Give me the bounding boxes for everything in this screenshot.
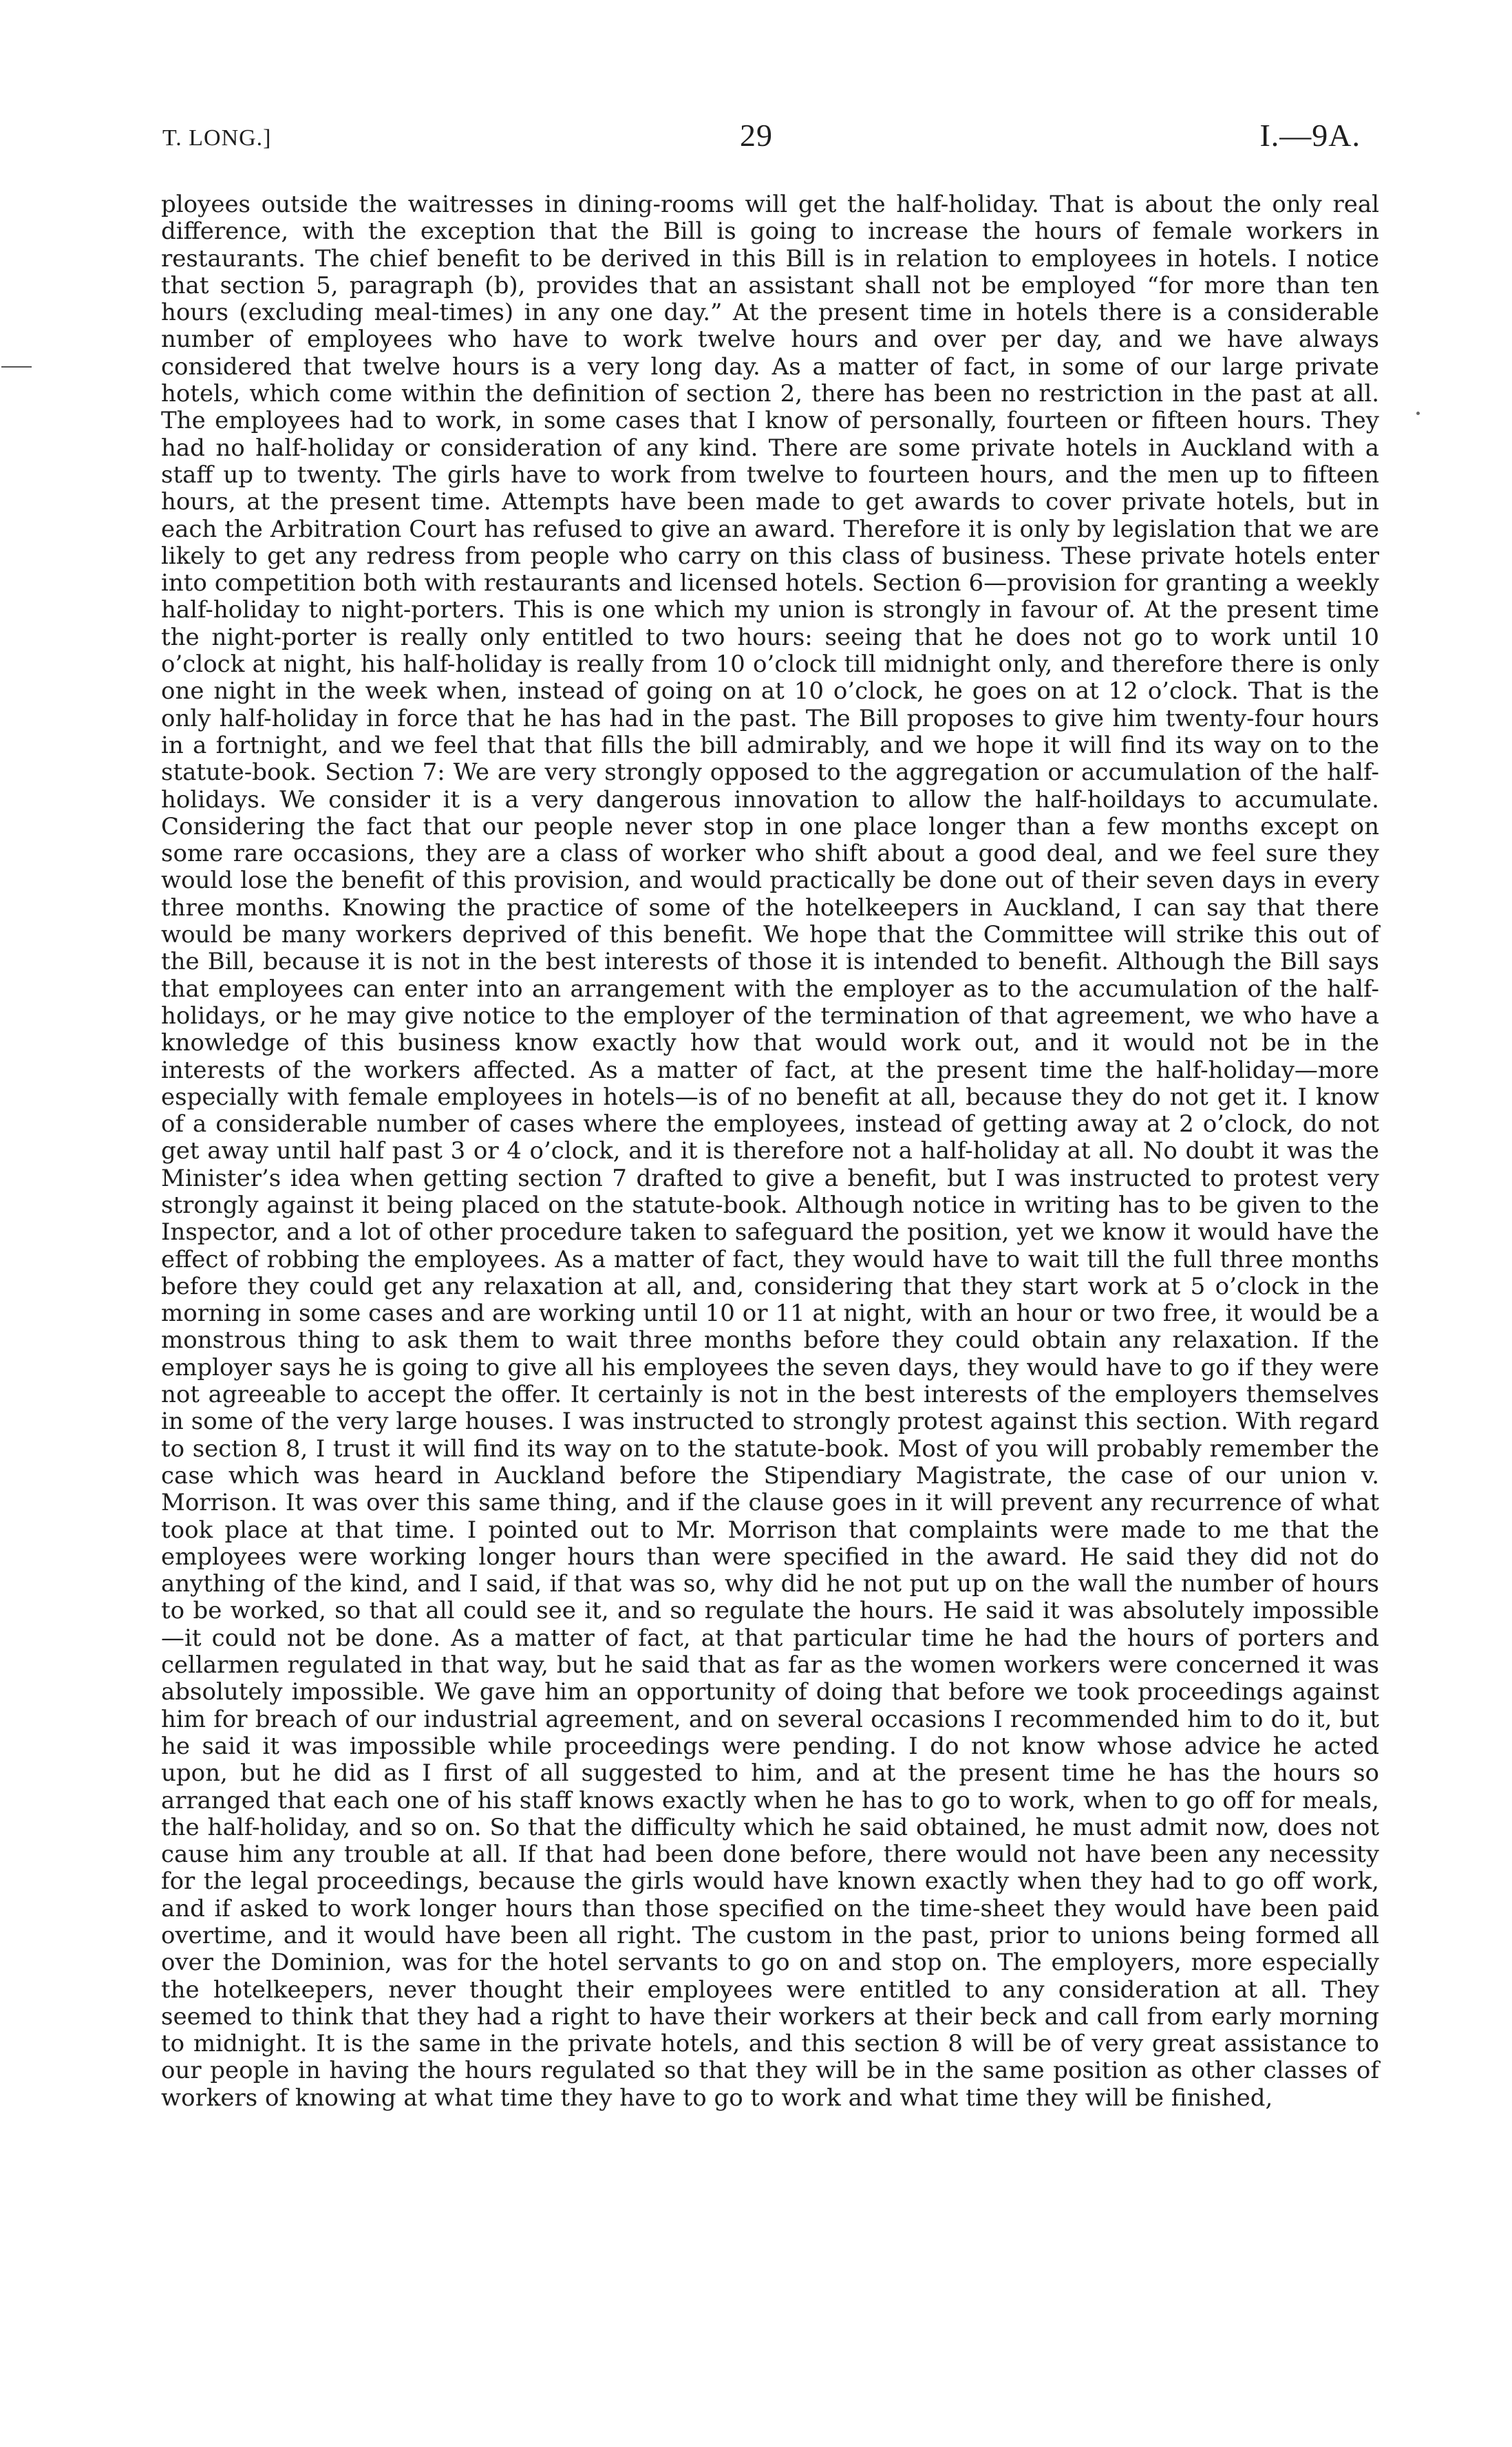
body-paragraph: ployees outside the waitresses in dining-rooms will get the half-holiday. That is about the only real difference, with the exception that the Bill is going to increase the hours of female workers in restaurants. The chief benefit to be derived in this Bill is in relation to employees in hotels. I notice that section 5, paragraph (b), provides that an assistant shall not be employed “for more than ten hours (excluding meal-times) in any one day.” At the present time in hotels there is a considerable number of employees who have to work twelve hours and over per day, and we have always considered that twelve hours is a very long day. As a matter of fact, in some of our large private hotels, which come within the definition of section 2, there has been no restriction in the past at all. The employees had to work, in some cases that I know of personally, fourteen or fifteen hours. They had no half-holiday or consideration of any kind. There are some private hotels in Auckland with a staff up to twenty. The girls have to work from twelve to fourteen hours, and the men up to fifteen hours, at the present time. Attempts have been made to get awards to cover private hotels, but in each the Arbitration Court has refused to give an award. Therefore it is only by legislation that we are likely to get any redress from people who carry on this class of business. These private hotels enter into competition both with restaurants and licensed hotels. Section 6—provision for granting a weekly half-holiday to night-porters. This is one which my union is strongly in favour of. At the present time the night-porter is really only entitled to two hours: seeing that he does not go to work until 10 o’clock at night, his half-holiday is really from 10 o’clock till midnight only, and therefore there is only one night in the week when, instead of going on at 10 o’clock, he goes on at 12 o’clock. That is the only half-holiday in force that he has had in the past. The Bill proposes to give him twenty-four hours in a fortnight, and we feel that that fills the bill admirably, and we hope it will find its way on to the statute-book. Section 7: We are very strongly opposed to the aggregation or accumulation of the half-holidays. We consider it is a very dangerous innovation to allow the half-hoildays to accumulate. Considering the fact that our people never stop in one place longer than a few months except on some rare occasions, they are a class of worker who shift about a good deal, and we feel sure they would lose the benefit of this provision, and would practically be done out of their seven days in every three months. Knowing the practice of some of the hotelkeepers in Auckland, I can say that there would be many workers deprived of this benefit. We hope that the Committee will strike this out of the Bill, because it is not in the best interests of those it is intended to benefit. Although the Bill says that employees can enter into an arrangement with the employer as to the accumulation of the half-holidays, or he may give notice to the employer of the termination of that agreement, we who have a knowledge of this business know exactly how that would work out, and it would not be in the interests of the workers affected. As a matter of fact, at the present time the half-holiday—more especially with female employees in hotels—is of no benefit at all, because they do not get it. I know of a considerable number of cases where the employees, instead of getting away at 2 o’clock, do not get away until half past 3 or 4 o’clock, and it is therefore not a half-holiday at all. No doubt it was the Minister’s idea when getting section 7 drafted to give a benefit, but I was instructed to protest very strongly against it being placed on the statute-book. Although notice in writing has to be given to the Inspector, and a lot of other procedure taken to safeguard the position, yet we know it would have the effect of robbing the employees. As a matter of fact, they would have to wait till the full three months before they could get any relaxation at all, and, considering that they start work at 5 o’clock in the morning in some cases and are working until 10 or 11 at night, with an hour or two free, it would be a monstrous thing to ask them to wait three months before they could obtain any relaxation. If the employer says he is going to give all his employees the seven days, they would have to go if they were not agreeable to accept the offer. It certainly is not in the best interests of the employers themselves in some of the very large houses. I was instructed to strongly protest against this section. With regard to section 8, I trust it will find its way on to the statute-book. Most of you will probably remember the case which was heard in Auckland before the Stipendiary Magistrate, the case of our union v. Morrison. It was over this same thing, and if the clause goes in it will prevent any recurrence of what took place at that time. I pointed out to Mr. Morrison that complaints were made to me that the employees were working longer hours than were specified in the award. He said they did not do anything of the kind, and I said, if that was so, why did he not put up on the wall the number of hours to be worked, so that all could see it, and so regulate the hours. He said it was absolutely impossible—it could not be done. As a matter of fact, at that particular time he had the hours of porters and cellarmen regulated in that way, but he said that as far as the women workers were concerned it was absolutely impossible. We gave him an opportunity of doing that before we took proceedings against him for breach of our industrial agreement, and on several occasions I recommended him to do it, but he said it was impossible while proceedings were pending. I do not know whose advice he acted upon, but he did as I first of all suggested to him, and at the present time he has the hours so arranged that each one of his staff knows exactly when he has to go to work, when to go off for meals, the half-holiday, and so on. So that the difficulty which he said obtained, he must admit now, does not cause him any trouble at all. If that had been done before, there would not have been any necessity for the legal proceedings, because the girls would have known exactly when they had to go off work, and if asked to work longer hours than those specified on the time-sheet they would have been paid overtime, and it would have been all right. The custom in the past, prior to unions being formed all over the Dominion, was for the hotel servants to go on and stop on. The employers, more especially the hotelkeepers, never thought their employees were entitled to any consideration at all. They seemed to think that they had a right to have their workers at their beck and call from early morning to midnight. It is the same in the private hotels, and this section 8 will be of very great assistance to our people in having the hours regulated so that they will be in the same position as other classes of workers of knowing at what time they have to go to work and what time they will be finished,	[161, 191, 1379, 2112]
running-head-speaker: T. LONG.]	[162, 125, 272, 151]
margin-dot	[1416, 412, 1420, 415]
page-number: 29	[740, 118, 773, 153]
paper-reference: I.—9A.	[1259, 118, 1361, 153]
margin-mark	[1, 366, 32, 368]
